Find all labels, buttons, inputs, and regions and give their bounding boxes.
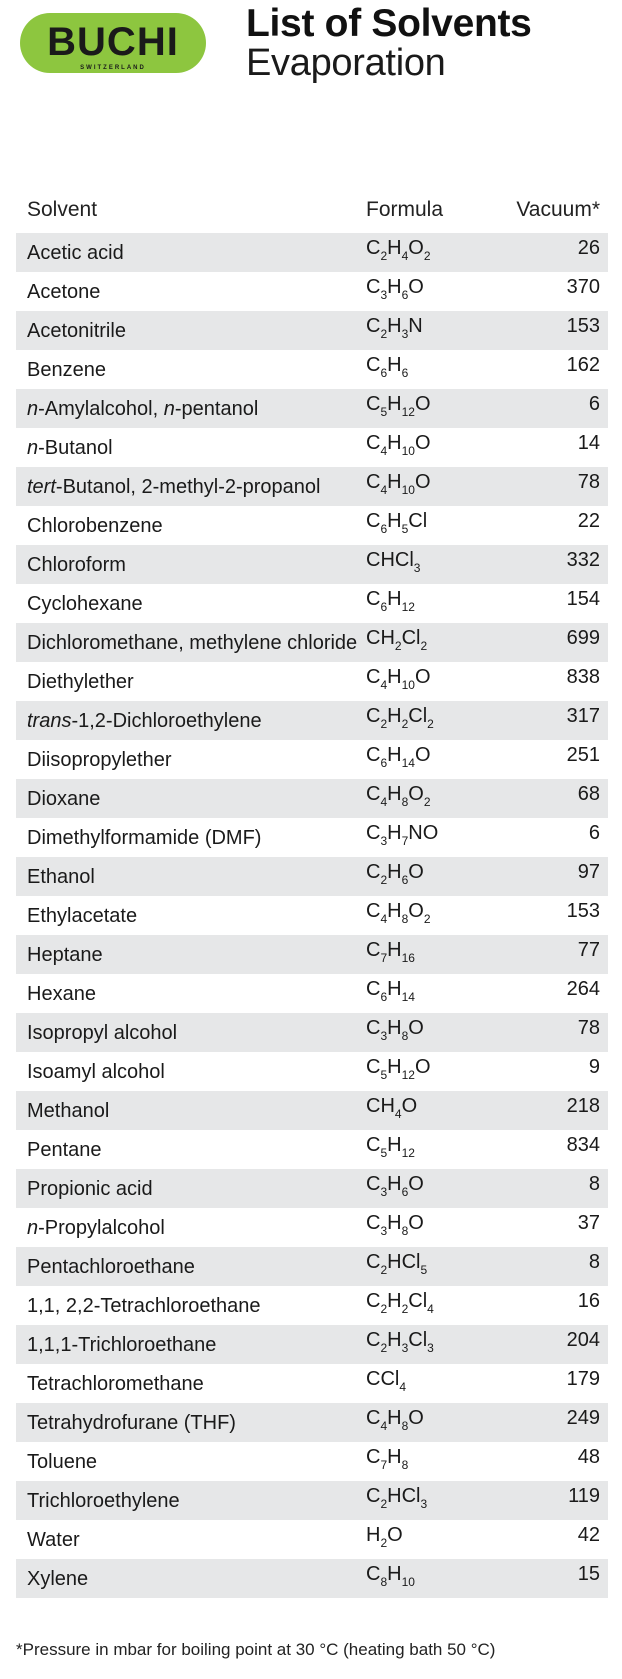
solvent-name: Ethylacetate (27, 905, 138, 927)
solvent-formula: $C_3H_6O$ (366, 1173, 424, 1199)
table-row (16, 1286, 608, 1325)
solvent-name: Benzene (27, 359, 106, 381)
solvent-vacuum: 162 (566, 354, 600, 376)
solvent-name: Ethanol (27, 866, 95, 888)
solvent-name: Dioxane (27, 788, 101, 810)
solvent-vacuum: 42 (577, 1524, 600, 1546)
solvent-vacuum: 68 (577, 783, 600, 805)
table-row (16, 1169, 608, 1208)
solvent-name: Dichloromethane, methylene chloride (27, 632, 358, 654)
solvent-vacuum: 838 (566, 666, 600, 688)
solvent-name: Hexane (27, 983, 96, 1005)
table-row (16, 1052, 608, 1091)
table-row (16, 584, 608, 623)
solvent-formula: $C_2H_4O_2$ (366, 237, 431, 263)
solvent-formula: $C_5H_{12}$ (366, 1134, 415, 1160)
solvent-vacuum: 119 (568, 1485, 600, 1507)
solvent-vacuum: 317 (566, 705, 600, 727)
logo-tagline: SWITZERLAND (80, 65, 146, 71)
solvent-name: Water (27, 1529, 80, 1551)
table-row (16, 740, 608, 779)
solvent-formula: $C_2H_2Cl_2$ (366, 705, 434, 731)
solvent-vacuum: 332 (566, 549, 600, 571)
solvent-vacuum: 218 (566, 1095, 600, 1117)
logo-wordmark: BUCHI (47, 20, 179, 64)
solvent-formula: $C_7H_8$ (366, 1446, 409, 1472)
solvent-name: Chlorobenzene (27, 515, 163, 537)
solvent-formula: $C_3H_7NO$ (366, 822, 439, 848)
solvent-formula: $C_3H_8O$ (366, 1017, 424, 1043)
solvent-name: Acetone (27, 281, 101, 303)
table-row (16, 1520, 608, 1559)
solvent-vacuum: 78 (577, 471, 600, 493)
table-row (16, 233, 608, 272)
solvent-vacuum: 22 (577, 510, 600, 532)
table-row (16, 1442, 608, 1481)
solvent-name: Cyclohexane (27, 593, 143, 615)
page-title: List of Solvents (246, 2, 532, 45)
table-row (16, 1325, 608, 1364)
solvent-formula: $C_6H_{14}O$ (366, 744, 431, 770)
solvent-vacuum: 6 (588, 393, 600, 415)
solvent-formula: $C_2HCl_5$ (366, 1251, 428, 1277)
table-row (16, 1208, 608, 1247)
table-row (16, 272, 608, 311)
solvent-formula: $C_4H_{10}O$ (366, 471, 431, 497)
solvent-formula: $C_4H_8O_2$ (366, 783, 431, 809)
solvent-vacuum: 249 (566, 1407, 600, 1429)
table-row (16, 662, 608, 701)
solvent-vacuum: 14 (577, 432, 600, 454)
table-row (16, 311, 608, 350)
solvent-vacuum: 204 (566, 1329, 600, 1351)
solvent-vacuum: 154 (566, 588, 600, 610)
column-header-formula: Formula (366, 198, 444, 221)
solvent-formula: $C_2HCl_3$ (366, 1485, 428, 1511)
solvent-name: Tetrachloromethane (27, 1373, 204, 1395)
solvent-name: Isoamyl alcohol (27, 1061, 165, 1083)
solvent-name: Propionic acid (27, 1178, 153, 1200)
table-row (16, 1364, 608, 1403)
solvent-name: Acetic acid (27, 242, 124, 264)
solvent-vacuum: 834 (566, 1134, 600, 1156)
page-subtitle: Evaporation (246, 42, 446, 84)
solvent-name: Pentane (27, 1139, 102, 1161)
solvent-formula: CHCl$_3$ (366, 549, 421, 575)
solvent-vacuum: 251 (566, 744, 600, 766)
table-row (16, 974, 608, 1013)
solvent-name: n-Butanol (27, 437, 113, 459)
table-row (16, 1481, 608, 1520)
solvent-vacuum: 48 (577, 1446, 600, 1468)
solvent-formula: $C_4H_8O$ (366, 1407, 424, 1433)
table-row (16, 935, 608, 974)
footnote: *Pressure in mbar for boiling point at 30 °C (heating bath 50 °C) (16, 1640, 496, 1659)
solvent-name: Isopropyl alcohol (27, 1022, 178, 1044)
solvent-name: tert-Butanol, 2-methyl-2-propanol (27, 476, 321, 498)
solvent-vacuum: 9 (588, 1056, 600, 1078)
solvent-vacuum: 37 (577, 1212, 600, 1234)
table-row (16, 1091, 608, 1130)
solvent-vacuum: 179 (566, 1368, 600, 1390)
solvent-vacuum: 699 (566, 627, 600, 649)
table-row (16, 1247, 608, 1286)
solvent-name: Pentachloroethane (27, 1256, 195, 1278)
table-row (16, 350, 608, 389)
solvent-name: 1,1, 2,2-Tetrachloroethane (27, 1295, 261, 1317)
column-header-solvent: Solvent (27, 198, 98, 221)
solvent-name: n-Amylalcohol, n-pentanol (27, 398, 259, 420)
solvent-vacuum: 16 (577, 1290, 600, 1312)
solvent-name: Tetrahydrofurane (THF) (27, 1412, 236, 1434)
solvent-formula: $C_3H_8O$ (366, 1212, 424, 1238)
column-header-vacuum: Vacuum* (516, 198, 600, 221)
table-row (16, 623, 608, 662)
table-row (16, 545, 608, 584)
solvent-formula: $CH_2Cl_2$ (366, 627, 428, 653)
table-row (16, 1013, 608, 1052)
table-row (16, 896, 608, 935)
solvent-formula: $C_6H_{12}$ (366, 588, 415, 614)
solvent-name: Dimethylformamide (DMF) (27, 827, 262, 849)
solvent-name: trans-1,2-Dichloroethylene (27, 710, 262, 732)
solvent-vacuum: 370 (566, 276, 600, 298)
solvent-vacuum: 78 (577, 1017, 600, 1039)
table-row (16, 1559, 608, 1598)
table-row (16, 428, 608, 467)
table-row (16, 1403, 608, 1442)
solvent-formula: $C_5H_{12}O$ (366, 393, 431, 419)
solvent-table-body (16, 233, 608, 1598)
table-row (16, 779, 608, 818)
solvent-name: Trichloroethylene (27, 1490, 180, 1512)
solvent-formula: $C_6H_5Cl$ (366, 510, 428, 536)
solvent-formula: $C_4H_8O_2$ (366, 900, 431, 926)
solvent-name: Acetonitrile (27, 320, 126, 342)
table-header (16, 194, 608, 226)
table-row (16, 818, 608, 857)
buchi-logo-image (18, 11, 208, 75)
solvent-vacuum: 8 (588, 1173, 600, 1195)
solvent-name: Heptane (27, 944, 103, 966)
solvent-formula: $C_2H_3N$ (366, 315, 423, 341)
solvent-vacuum: 97 (577, 861, 600, 883)
solvent-formula: $C_2H_6O$ (366, 861, 424, 887)
solvent-name: Toluene (27, 1451, 98, 1473)
solvent-formula: $C_7H_{16}$ (366, 939, 415, 965)
solvent-formula: $C_2H_3Cl_3$ (366, 1329, 434, 1355)
solvent-formula: $CH_4O$ (366, 1095, 418, 1121)
solvent-formula: $C_5H_{12}O$ (366, 1056, 431, 1082)
buchi-logo (18, 11, 208, 75)
table-row (16, 389, 608, 428)
solvent-formula: $C_6H_6$ (366, 354, 409, 380)
solvent-formula: $C_6H_{14}$ (366, 978, 415, 1004)
solvent-formula: $C_4H_{10}O$ (366, 666, 431, 692)
table-row (16, 857, 608, 896)
table-row (16, 1130, 608, 1169)
solvent-vacuum: 8 (588, 1251, 600, 1273)
solvent-formula: $H_2O$ (366, 1524, 403, 1550)
solvent-formula: $C_2H_2Cl_4$ (366, 1290, 434, 1316)
solvent-formula: $C_8H_{10}$ (366, 1563, 415, 1589)
table-row (16, 467, 608, 506)
table-row (16, 506, 608, 545)
solvent-name: n-Propylalcohol (27, 1217, 165, 1239)
solvent-vacuum: 77 (577, 939, 600, 961)
solvent-name: Chloroform (27, 554, 126, 576)
solvent-name: Diisopropylether (27, 749, 172, 771)
solvent-vacuum: 15 (577, 1563, 600, 1585)
solvent-name: Diethylether (27, 671, 134, 693)
solvent-vacuum: 264 (566, 978, 600, 1000)
solvent-vacuum: 153 (566, 315, 600, 337)
solvent-name: 1,1,1-Trichloroethane (27, 1334, 217, 1356)
solvent-vacuum: 6 (588, 822, 600, 844)
solvent-name: Xylene (27, 1568, 89, 1590)
solvent-formula: $C_4H_{10}O$ (366, 432, 431, 458)
solvent-vacuum: 153 (566, 900, 600, 922)
solvent-formula: CCl$_4$ (366, 1368, 407, 1394)
solvent-formula: $C_3H_6O$ (366, 276, 424, 302)
table-row (16, 701, 608, 740)
solvent-name: Methanol (27, 1100, 110, 1122)
solvent-vacuum: 26 (577, 237, 600, 259)
